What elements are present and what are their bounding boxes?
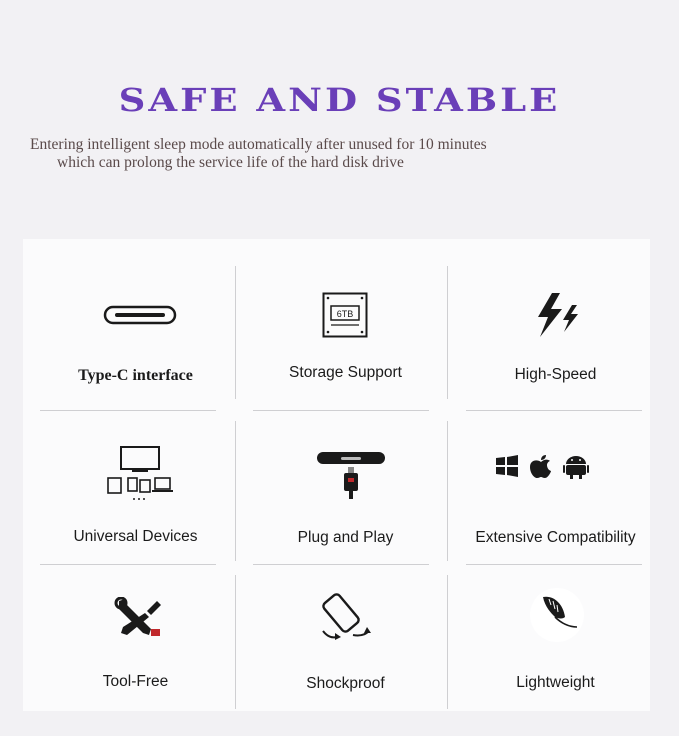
feature-label: High-Speed	[514, 366, 597, 383]
os-logos-icon	[494, 454, 590, 480]
feature-universal-devices	[31, 411, 240, 563]
feather-icon	[529, 587, 585, 643]
lightning-icon	[532, 291, 582, 339]
feature-compatibility	[451, 411, 660, 563]
feature-label: Shockproof	[306, 675, 385, 692]
feature-label: Storage Support	[289, 364, 402, 381]
phone-drop-icon	[319, 591, 377, 641]
devices-icon	[104, 445, 176, 501]
feature-tool-free	[31, 565, 240, 711]
usb-c-port-icon	[103, 305, 177, 325]
hard-drive-icon	[322, 292, 368, 338]
feature-lightweight	[451, 565, 660, 711]
feature-label: Universal Devices	[73, 528, 198, 545]
feature-high-speed	[451, 239, 660, 409]
feature-label: Plug and Play	[297, 529, 394, 546]
feature-label: Tool-Free	[102, 673, 169, 690]
feature-shockproof	[241, 565, 450, 711]
subtitle-line-1: Entering intelligent sleep mode automatically after unused for 10 minutes	[30, 136, 487, 153]
feature-label: Lightweight	[516, 674, 595, 691]
feature-type-c	[31, 239, 240, 409]
usb-cable-icon	[315, 450, 387, 500]
feature-label: Extensive Compatibility	[475, 529, 636, 546]
subtitle-line-2: which can prolong the service life of the hard disk drive	[57, 154, 404, 171]
page-title: SAFE AND STABLE	[118, 81, 561, 119]
capacity-badge: 6TB	[336, 309, 354, 319]
feature-storage	[241, 239, 450, 409]
feature-grid	[23, 239, 650, 711]
page-subtitle	[30, 136, 670, 172]
feature-plug-and-play	[241, 411, 450, 563]
feature-label: Type-C interface	[78, 367, 193, 384]
tools-icon	[113, 597, 165, 639]
